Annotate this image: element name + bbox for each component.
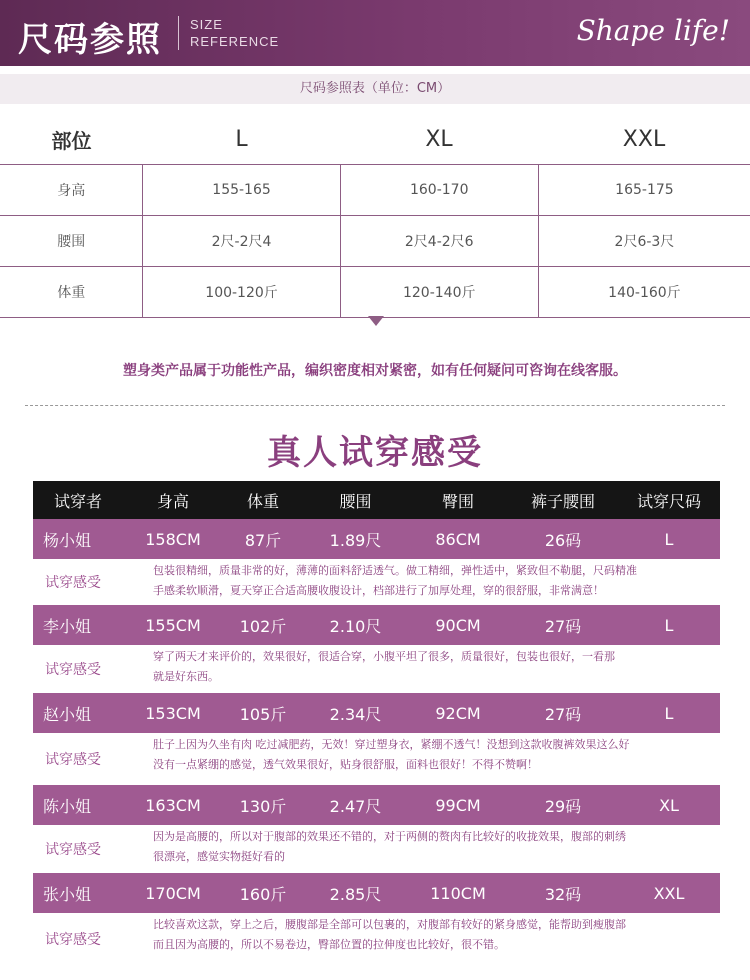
person-weight: 87斤 xyxy=(244,530,282,550)
trial-feedback-row xyxy=(33,645,720,693)
feedback-label: 试穿感受 xyxy=(45,752,101,768)
person-weight: 105斤 xyxy=(239,704,287,724)
person-waist: 2.85尺 xyxy=(329,884,382,904)
feedback-line: 穿了两天才来评价的，效果很好，很适合穿，小腹平坦了很多，质量很好，包装也很好，一看那 xyxy=(153,650,615,663)
header-cell-part: 部位 xyxy=(51,128,92,153)
size-cell: 140-160斤 xyxy=(538,267,750,317)
person-height: 170CM xyxy=(145,883,201,903)
size-table-caption: 尺码参照表（单位：CM） xyxy=(0,74,750,104)
header-cell-xxl: XXL xyxy=(622,126,666,152)
banner-title: 尺码参照 xyxy=(18,20,162,60)
size-cell: 2尺-2尺4 xyxy=(142,216,339,266)
size-cell: 120-140斤 xyxy=(340,267,538,317)
trial-table xyxy=(33,481,720,965)
person-name: 张小姐 xyxy=(43,884,92,904)
feedback-label: 试穿感受 xyxy=(45,932,101,948)
size-row-height xyxy=(0,164,750,215)
person-pants-size: 27码 xyxy=(544,704,582,724)
banner-divider xyxy=(178,16,179,50)
notice-text: 塑身类产品属于功能性产品，编织密度相对紧密，如有任何疑问可咨询在线客服。 xyxy=(123,363,627,379)
person-waist: 1.89尺 xyxy=(329,530,382,550)
banner-subtitle-line-2: REFERENCE xyxy=(190,34,280,49)
header-banner xyxy=(0,0,750,66)
person-weight: 130斤 xyxy=(239,796,287,816)
person-trial-size: L xyxy=(664,529,674,549)
person-height: 155CM xyxy=(145,615,201,635)
feedback-line: 很漂亮，感觉实物挺好看的 xyxy=(153,850,285,863)
size-row-waist xyxy=(0,215,750,266)
header-cell-l: L xyxy=(235,126,248,152)
trial-feedback-row xyxy=(33,559,720,605)
feedback-line: 因为是高腰的，所以对于腹部的效果还不错的，对于两侧的赘肉有比较好的收拢效果，腹部的刺绣 xyxy=(153,830,626,843)
feedback-line: 手感柔软顺滑，夏天穿正合适高腰收腹设计，档部进行了加厚处理，穿的很舒服，非常满意！ xyxy=(153,584,604,597)
feedback-text xyxy=(153,913,673,965)
person-hip: 110CM xyxy=(430,883,486,903)
header-cell: 体重 xyxy=(246,491,279,511)
trial-feedback-row xyxy=(33,733,720,785)
person-waist: 2.47尺 xyxy=(329,796,382,816)
person-hip: 92CM xyxy=(435,703,481,723)
trial-person-row xyxy=(33,693,720,733)
person-height: 158CM xyxy=(145,529,201,549)
row-label: 体重 xyxy=(57,285,86,301)
person-trial-size: XL xyxy=(659,795,679,815)
feedback-text xyxy=(153,645,673,693)
trial-person-row xyxy=(33,873,720,913)
person-weight: 160斤 xyxy=(239,884,287,904)
size-cell: 155-165 xyxy=(142,165,339,215)
feedback-line: 而且因为高腰的，所以不易卷边，臀部位置的拉伸度也比较好，很不错。 xyxy=(153,938,505,951)
trial-person-row xyxy=(33,519,720,559)
header-cell-xl: XL xyxy=(425,126,453,152)
feedback-label: 试穿感受 xyxy=(45,842,101,858)
person-hip: 99CM xyxy=(435,795,481,815)
person-pants-size: 26码 xyxy=(544,530,582,550)
person-waist: 2.34尺 xyxy=(329,704,382,724)
trial-person-row xyxy=(33,785,720,825)
person-trial-size: L xyxy=(664,703,674,723)
trial-person-row xyxy=(33,605,720,645)
header-cell: 臀围 xyxy=(441,491,474,511)
banner-slogan: Shape life! xyxy=(576,14,730,47)
person-pants-size: 32码 xyxy=(544,884,582,904)
person-weight: 102斤 xyxy=(239,616,287,636)
size-cell: 100-120斤 xyxy=(142,267,339,317)
person-name: 杨小姐 xyxy=(43,530,92,550)
person-name: 李小姐 xyxy=(43,616,92,636)
size-cell: 2尺4-2尺6 xyxy=(340,216,538,266)
person-name: 赵小姐 xyxy=(43,704,92,724)
dotted-divider xyxy=(25,405,725,406)
feedback-label: 试穿感受 xyxy=(45,662,101,678)
person-pants-size: 29码 xyxy=(544,796,582,816)
person-trial-size: L xyxy=(664,615,674,635)
banner-subtitle-line-1: SIZE xyxy=(190,17,223,32)
row-label: 身高 xyxy=(57,183,86,199)
size-cell: 160-170 xyxy=(340,165,538,215)
header-cell: 身高 xyxy=(156,491,189,511)
header-cell: 试穿者 xyxy=(53,491,102,511)
feedback-line: 比较喜欢这款，穿上之后，腰腹部是全部可以包裹的，对腹部有较好的紧身感觉，能帮助到瘦腹部 xyxy=(153,918,626,931)
section-title: 真人试穿感受 xyxy=(267,433,483,473)
person-name: 陈小姐 xyxy=(43,796,92,816)
person-hip: 90CM xyxy=(435,615,481,635)
person-hip: 86CM xyxy=(435,529,481,549)
row-label: 腰围 xyxy=(57,234,86,250)
feedback-text xyxy=(153,559,673,605)
header-cell: 试穿尺码 xyxy=(636,491,701,511)
feedback-line: 没有一点紧绷的感觉，透气效果很好，贴身很舒服，面料也很好！不得不赞啊！ xyxy=(153,758,538,771)
feedback-text xyxy=(153,733,673,785)
feedback-label: 试穿感受 xyxy=(45,575,101,591)
person-trial-size: XXL xyxy=(653,883,685,903)
header-cell: 腰围 xyxy=(339,491,372,511)
feedback-line: 肚子上因为久坐有肉 吃过减肥药，无效！穿过塑身衣，紧绷不透气！没想到这款收腹裤效果这么好 xyxy=(153,738,630,751)
size-row-weight xyxy=(0,266,750,318)
trial-table-header xyxy=(33,481,720,519)
size-cell: 165-175 xyxy=(538,165,750,215)
person-height: 163CM xyxy=(145,795,201,815)
person-waist: 2.10尺 xyxy=(329,616,382,636)
size-table-header xyxy=(0,114,750,164)
header-cell: 裤子腰围 xyxy=(530,491,595,511)
feedback-text xyxy=(153,825,673,873)
size-table xyxy=(0,114,750,318)
feedback-line: 包装很精细，质量非常的好，薄薄的面料舒适透气。做工精细，弹性适中，紧致但不勒腿，尺码精准 xyxy=(153,564,637,577)
trial-feedback-row xyxy=(33,913,720,965)
trial-feedback-row xyxy=(33,825,720,873)
size-cell: 2尺6-3尺 xyxy=(538,216,750,266)
person-height: 153CM xyxy=(145,703,201,723)
feedback-line: 就是好东西。 xyxy=(153,670,219,683)
person-pants-size: 27码 xyxy=(544,616,582,636)
down-arrow-icon xyxy=(368,316,384,326)
